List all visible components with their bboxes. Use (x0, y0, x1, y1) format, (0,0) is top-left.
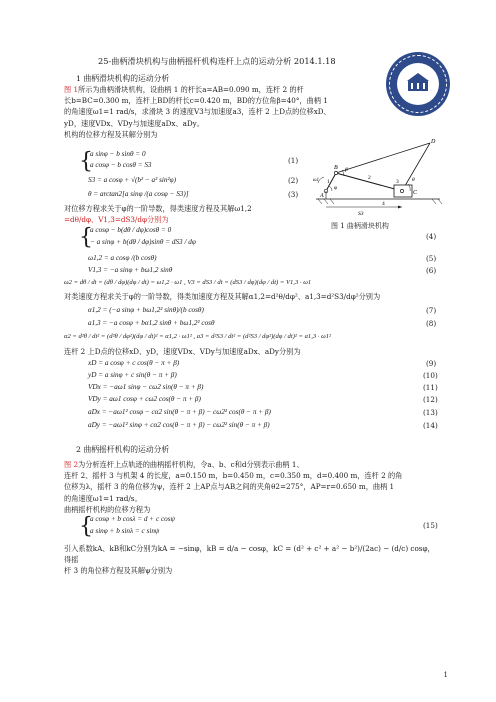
p2-line3: 位移为λ，摇杆 3 的角位移为ψ，连杆 2 上AP点与AB之间的夹角θ2=275°，AP=r=0.650 m，曲柄 1 (64, 482, 395, 492)
eq-num-9: (9) (426, 359, 437, 368)
p1-line1: 所示为曲柄滑块机构，设曲柄 1 的杆长a=AB=0.090 m，连杆 2 的杆 (78, 85, 304, 94)
eq-15b: a sinφ + b sinλ = c sinψ (90, 527, 160, 535)
text-point-D (64, 346, 434, 357)
label-link-2: 2 (368, 175, 371, 181)
figure-1-caption: 图 1 曲柄滑块机构 (331, 222, 389, 230)
label-theta: θ (412, 177, 415, 183)
figure-1-mechanism (312, 137, 444, 227)
eq-4a: a cosφ − b(dθ / dφ)cosθ = 0 (90, 226, 172, 234)
eq-num-12: (12) (423, 395, 438, 404)
p1-line3: 的角速度ω1=1 rad/s，求滑块 3 的速度V3与加速度a3，连杆 2 上D点的位移xD、 (64, 107, 331, 117)
p2-line7: 杆 3 的角位移方程及其解ψ分别为 (64, 566, 173, 576)
eq-num-15: (15) (423, 521, 438, 530)
t1-line1: 对位移方程求关于φ的一阶导数，得类速度方程及其解ω1,2 (64, 204, 252, 213)
label-link-3: 3 (396, 179, 399, 185)
paragraph-1 (64, 84, 364, 140)
eq-15a: a cosφ + b cosλ = d + c cosψ (90, 515, 175, 523)
bracket-left-1: { (79, 149, 93, 174)
text-derivative-2 (64, 291, 434, 302)
eq-4b: − a sinφ + b(dθ / dφ)sinθ = dS3 / dφ (90, 238, 196, 246)
eq-12: VDy = aω1 cosφ + cω2 cos(θ − π + β) (88, 395, 201, 403)
p1-line2: 长b=BC=0.300 m，连杆上BD的杆长c=0.420 m，BD的方位角β=40°，曲柄 1 (64, 96, 328, 106)
eq-num-13: (13) (423, 408, 438, 417)
eq-2: S3 = a cosφ + √(b² − a² sin²φ) (88, 176, 177, 184)
t3-line: 连杆 2 上D点的位移xD、yD，速度VDx、VDy与加速度aDx、aDy分别为 (64, 347, 301, 356)
seal-ring (389, 55, 447, 113)
label-omega1: ω1 (313, 178, 320, 183)
eq-num-7: (7) (426, 306, 437, 315)
eq-8: a1,3 = −a cosφ + bα1,2 sinθ + bω1,2² cosθ (88, 319, 215, 327)
eq-num-5: (5) (426, 254, 437, 263)
eq-num-6: (6) (426, 266, 437, 275)
label-link-4: 4 (382, 201, 385, 207)
eq-14: aDy = −aω1² sinφ + cα2 cos(θ − π + β) − cω2² sin(θ − π + β) (88, 421, 270, 429)
label-D: D (431, 139, 436, 145)
eq-5: ω1,2 = a cosφ /(b cosθ) (88, 254, 157, 262)
section-2-heading: 2 曲柄摇杆机构的运动分析 (76, 445, 170, 454)
p2-line6: 引入系数kA、kB和kC分别为kA = −sinφ，kB = d/a − cosφ，kC = (d² + c² + a² − b²)/(2ac) − (d/c) cosφ，得摇 (64, 544, 435, 565)
label-S3: S3 (358, 211, 364, 217)
fig2-reference[interactable]: 图 2 (64, 460, 79, 469)
label-phi: φ (334, 185, 338, 191)
eq-1b: a cosφ − b cosθ = S3 (90, 161, 152, 169)
eq-8b: α2 = d²θ / dt² = (d²θ / dφ²)(dφ / dt)² = α1,2 · ω1² , a3 = d²S3 / dt² = (d²S3 / dφ²)(dφ / dt)² = a1,3 · ω1² (64, 333, 332, 340)
eq-6: V1,3 = −a sinφ + bω1,2 sinθ (88, 266, 173, 274)
p2-line1: 为分析连杆上点轨迹的曲柄摇杆机构，令a、b、c和d分别表示曲柄 1、 (78, 460, 304, 469)
label-A: A (320, 193, 324, 199)
label-C: C (413, 190, 418, 196)
t1-line2: =dθ/dφ、V1,3=dS3/dφ分别为 (64, 215, 169, 225)
document-title: 25-曲柄滑块机构与曲柄摇杆机构连杆上点的运动分析 2014.1.18 (98, 56, 336, 66)
p2-line5: 曲柄摇杆机构的位移方程为 (64, 504, 151, 514)
eq-num-4: (4) (426, 232, 437, 241)
eq-num-3: (3) (288, 190, 299, 199)
label-beta: β (345, 167, 348, 173)
eq-11: VDx = −aω1 sinφ − cω2 sin(θ − π + β) (88, 383, 204, 391)
label-B: B (334, 165, 338, 171)
t2-line: 对类速度方程求关于φ的一阶导数，得类加速度方程及其解α1,2=d²θ/dφ²、a1,3=d²S3/dφ²分别为 (64, 292, 381, 301)
eq-9: xD = a cosφ + c cos(θ − π + β) (88, 359, 180, 367)
page-number: 1 (443, 671, 448, 679)
eq-3: θ = arctan2[a sinφ /(a cosφ − S3)] (88, 190, 189, 198)
university-seal (386, 52, 450, 116)
eq-1a: a sinφ − b sinθ = 0 (90, 150, 146, 158)
eq-7: α1,2 = (−a sinφ + bω1,2² sinθ)/(b cosθ) (88, 306, 204, 314)
paragraph-3 (64, 543, 436, 577)
section-1-heading: 1 曲柄滑块机构的运动分析 (76, 74, 170, 83)
p1-line4: yD，速度VDx、VDy与加速度aDx、aDy。 (64, 118, 204, 128)
p2-line2: 连杆 2、摇杆 3 与机架 4 的长度，a=0.150 m，b=0.450 m，c=0.350 m，d=0.400 m，连杆 2 的角 (64, 471, 403, 481)
eq-num-1: (1) (288, 156, 299, 165)
eq-6b: ω2 = dθ / dt = (dθ / dφ)(dφ / dt) = ω1,2 · ω1 , V3 = dS3 / dt = (dS3 / dφ)(dφ / dt) = V1,3 · ω1 (64, 279, 312, 286)
eq-num-10: (10) (423, 371, 438, 380)
p2-line4: 的角速度ω1=1 rad/s。 (64, 493, 142, 503)
paragraph-2 (64, 459, 436, 515)
bracket-left-4: { (79, 225, 93, 250)
text-derivative-1 (64, 203, 314, 225)
label-link-1: 1 (327, 179, 330, 185)
eq-num-2: (2) (288, 176, 299, 185)
eq-num-8: (8) (426, 319, 437, 328)
eq-num-14: (14) (423, 421, 438, 430)
eq-10: yD = a sinφ + c sin(θ − π + β) (88, 371, 177, 379)
bracket-left-15: { (79, 514, 93, 539)
eq-13: aDx = −aω1² cosφ − cα2 sin(θ − π + β) − cω2² cos(θ − π + β) (88, 408, 271, 416)
slider-crank-diagram (312, 137, 444, 217)
fig1-reference[interactable]: 图 1 (64, 85, 79, 94)
p1-line5: 机构的位移方程及其解分别为 (64, 129, 158, 139)
eq-num-11: (11) (423, 383, 438, 392)
